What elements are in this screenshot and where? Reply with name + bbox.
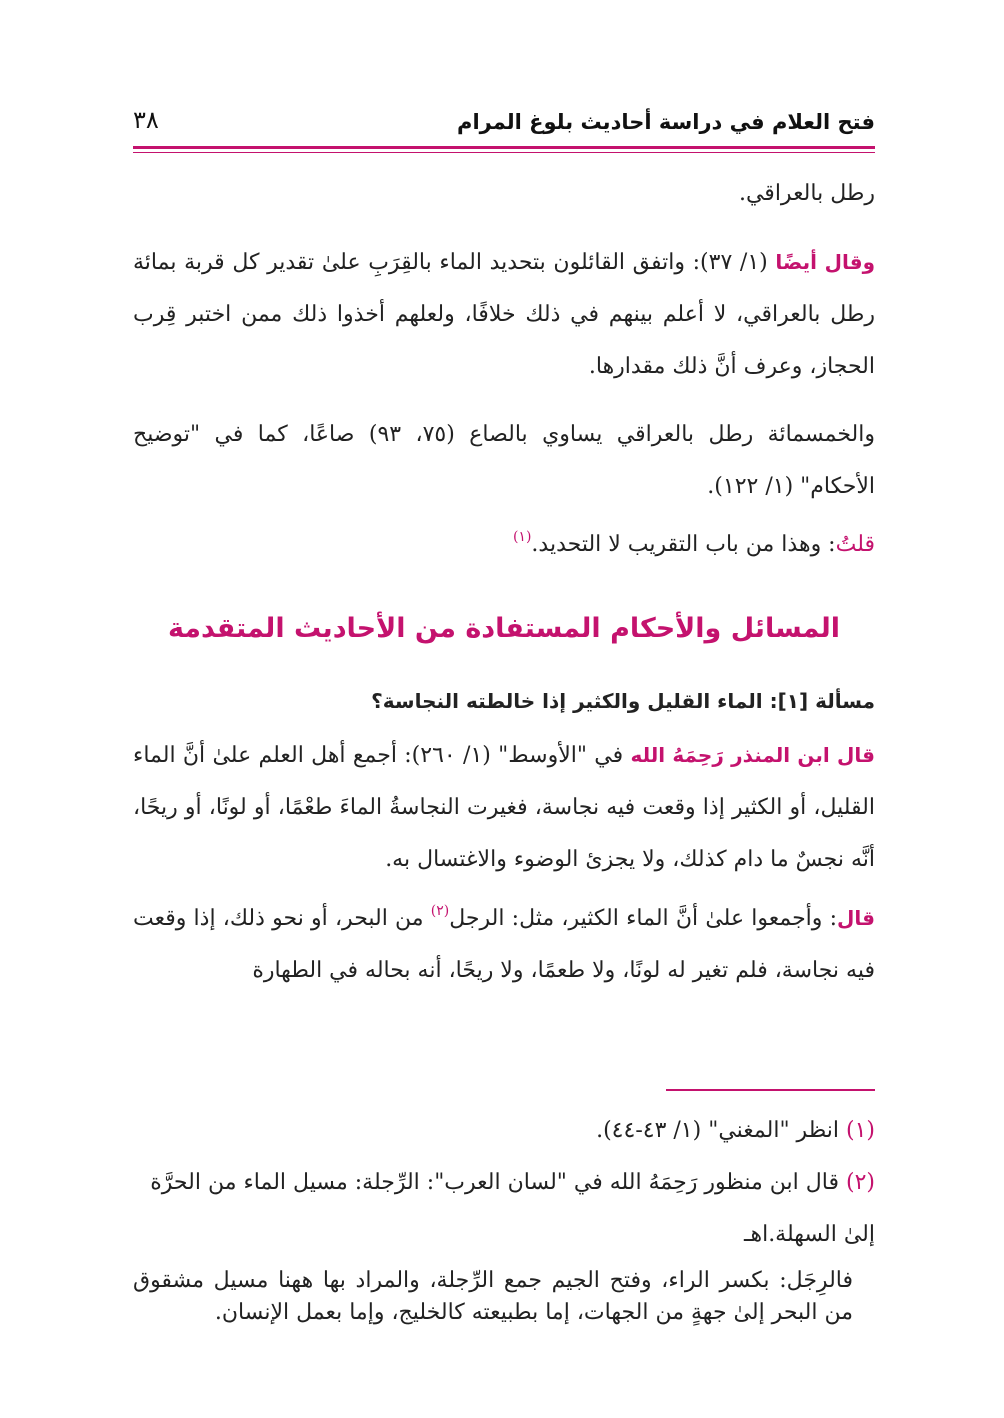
section-heading: المسائل والأحكام المستفادة من الأحاديث المتقدمة xyxy=(167,613,841,644)
qultu-label: قلتُ xyxy=(835,532,875,557)
footnote-2: (٢) قال ابن منظور رَحِمَهُ الله في "لسان العرب": الرِّجلة: مسيل الماء من الحرَّة إلىٰ السهلة.اهـ xyxy=(150,1170,875,1247)
paragraph-i-said: قلتُ: وهذا من باب التقريب لا التحديد.$^{(١)}$ xyxy=(512,529,875,557)
speaker-label: قال ابن المنذر رَحِمَهُ الله xyxy=(630,743,876,767)
footnote-2-continuation: فالرِجَل: بكسر الراء، وفتح الجيم جمع الرِّجلة، والمراد بها ههنا مسيل مشقوق من البحر إلىٰ جهةٍ من الجهات، إما بطبيعته كالخليج، وإما بعمل الإنسان. xyxy=(133,1268,853,1325)
header-rule-thin xyxy=(133,152,875,153)
book-title: فتح العلام في دراسة أحاديث بلوغ المرام xyxy=(457,110,875,134)
footnote-1: (١) انظر "المغني" (١/ ٤٣-٤٤). xyxy=(596,1118,875,1143)
footnotes xyxy=(133,1105,875,1329)
header-rule-thick xyxy=(133,146,875,149)
paragraph-also-said: وقال أيضًا (١/ ٣٧): واتفق القائلون بتحديد الماء بالقِرَبِ علىٰ تقدير كل قربة بمائة رطل بالعراقي، لا أعلم بينهم في ذلك خلافًا، ولعلهم أخذوا ذلك ممن اختبر قِرب الحجاز، وعرف أنَّ ذلك مقدارها. xyxy=(133,250,875,379)
main-text xyxy=(133,168,875,997)
paragraph-he-said: قال: وأجمعوا علىٰ أنَّ الماء الكثير، مثل: الرجل$^{(٢)}$ من البحر، أو نحو ذلك، إذا وقعت فيه نجاسة، فلم تغير له لونًا، ولا طعمًا، ولا ريحًا، أنه بحاله في الطهارة xyxy=(133,903,875,983)
footnote-number: (١) xyxy=(845,1118,875,1143)
running-header xyxy=(133,106,875,144)
paragraph-sa-conversion: والخمسمائة رطل بالعراقي يساوي بالصاع (٧٥، ٩٣) صاعًا، كما في "توضيح الأحكام" (١/ ١٢٢). xyxy=(133,422,875,499)
page-number: ٣٨ xyxy=(133,106,159,134)
paragraph-continuation: رطل بالعراقي. xyxy=(738,181,875,206)
footnote-ref-1[interactable]: (١) xyxy=(512,529,532,545)
speaker-label: وقال أيضًا xyxy=(775,250,875,274)
paragraph-ibn-mundhir: قال ابن المنذر رَحِمَهُ الله في "الأوسط" (١/ ٢٦٠): أجمع أهل العلم علىٰ أنَّ الماء القليل، أو الكثير إذا وقعت فيه نجاسة، فغيرت النجاسةُ الماءَ طعْمًا، أو لونًا، أو ريحًا، أنَّه نجسٌ ما دام كذلك، ولا يجزئ الوضوء والاغتسال به. xyxy=(133,743,876,872)
speaker-label: قال xyxy=(837,906,875,930)
footnote-number: (٢) xyxy=(845,1170,875,1195)
issue-title: مسألة [١]: الماء القليل والكثير إذا خالطته النجاسة؟ xyxy=(371,689,875,713)
footnote-ref-2[interactable]: (٢) xyxy=(430,903,450,919)
footnote-separator xyxy=(666,1089,875,1091)
